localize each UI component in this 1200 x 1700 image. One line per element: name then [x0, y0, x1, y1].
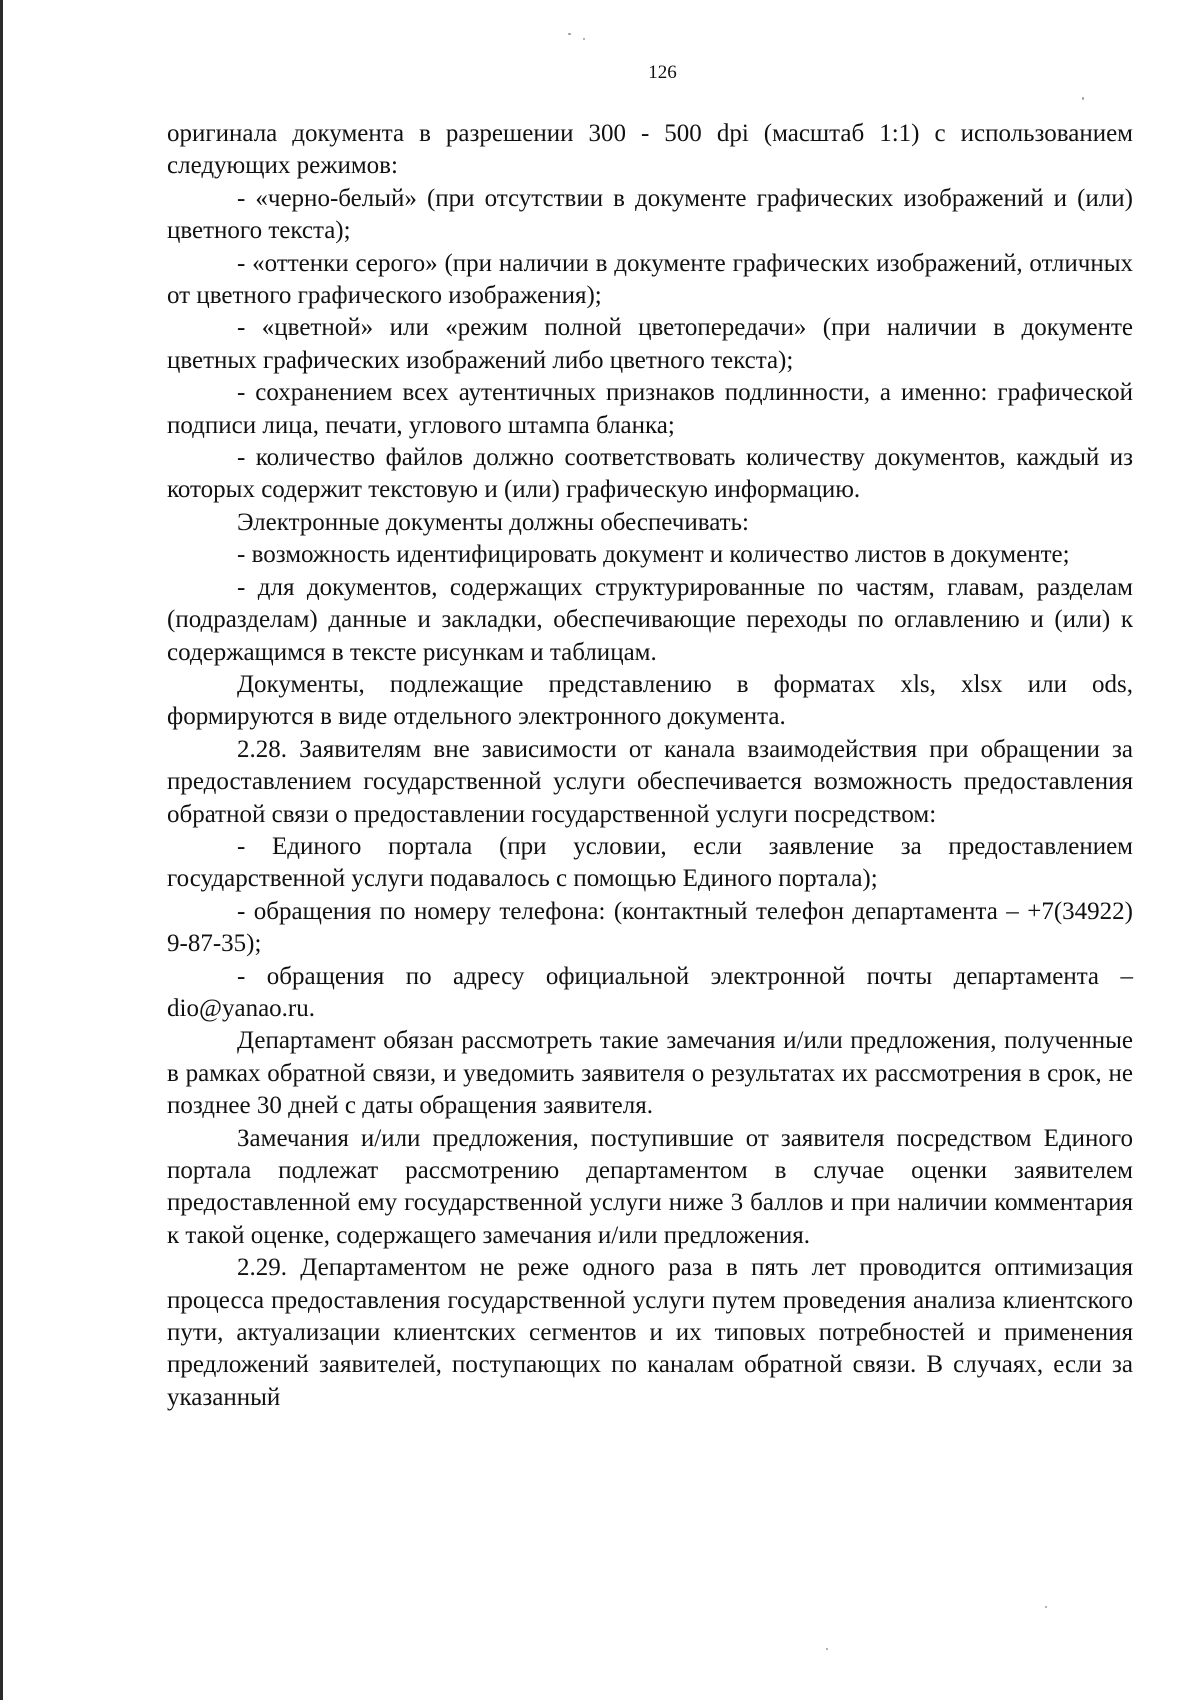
scan-page-edge [0, 0, 3, 1700]
paragraph-unified-portal: - Единого портала (при условии, если заявление за предоставлением государственной услуги подавалось с помощью Единого портала); [167, 832, 1133, 893]
paragraph-phone-contact: - обращения по номеру телефона: (контактный телефон департамента – +7(34922) 9-87-35); [167, 897, 1133, 958]
paragraph-section-2-29: 2.29. Департаментом не реже одного раза в пять лет проводится оптимизация процесса предоставления государственной услуги путем проведения анализа клиентского пути, актуализации клиентских сегментов и их типовых потребностей и применения предложений заявителей, поступающих по каналам обратной связи. В случаях, если за указанный [167, 1254, 1133, 1411]
paragraph-electronic-docs-heading: Электронные документы должны обеспечивать: [237, 508, 749, 536]
paragraph-review-deadline: Департамент обязан рассмотреть такие замечания и/или предложения, полученные в рамках обратной связи, и уведомить заявителя о результатах их рассмотрения в срок, не позднее 30 дней с даты обращения заявителя. [167, 1027, 1133, 1120]
paragraph-email-contact: - обращения по адресу официальной электронной почты департамента – dio@yanao.ru. [167, 962, 1133, 1022]
scan-speck [583, 38, 585, 40]
paragraph-authenticity: - сохранением всех аутентичных признаков подлинности, а именно: графической подписи лица, печати, углового штампа бланка; [167, 379, 1133, 439]
paragraph-mode-black-white: - «черно-белый» (при отсутствии в документе графических изображений и (или) цветного текста); [167, 184, 1133, 245]
scan-speck [568, 33, 571, 35]
paragraph-spreadsheet-formats: Документы, подлежащие представлению в форматах xls, xlsx или ods, формируются в виде отдельного электронного документа. [167, 670, 1133, 731]
scan-speck [826, 1648, 828, 1650]
paragraph-mode-color: - «цветной» или «режим полной цветопередачи» (при наличии в документе цветных графических изображений либо цветного текста); [167, 314, 1133, 374]
page-number: 126 [648, 62, 677, 83]
paragraph-identify-document: - возможность идентифицировать документ и количество листов в документе; [237, 541, 1070, 569]
paragraph-scan-resolution: оригинала документа в разрешении 300 - 500 dpi (масштаб 1:1) с использованием следующих режимов: [167, 120, 1133, 180]
scan-speck [1045, 1606, 1047, 1608]
paragraph-mode-grayscale: - «оттенки серого» (при наличии в документе графических изображений, отличных от цветного графического изображения); [167, 249, 1133, 310]
paragraph-section-2-28: 2.28. Заявителям вне зависимости от канала взаимодействия при обращении за предоставлением государственной услуги обеспечивается возможность предоставления обратной связи о предоставлении государственной услуги посредством: [167, 735, 1133, 828]
paragraph-file-count: - количество файлов должно соответствовать количеству документов, каждый из которых содержит текстовую и (или) графическую информацию. [167, 444, 1133, 504]
scan-speck [1082, 97, 1084, 100]
paragraph-bookmarks: - для документов, содержащих структурированные по частям, главам, разделам (подразделам) данные и закладки, обеспечивающие переходы по оглавлению и (или) к содержащимся в тексте рисункам и таблицам. [167, 573, 1133, 666]
document-body [167, 118, 1133, 1414]
paragraph-portal-remarks: Замечания и/или предложения, поступившие от заявителя посредством Единого портала подлежат рассмотрению департаментом в случае оценки заявителем предоставленной ему государственной услуги ниже 3 баллов и при наличии комментария к такой оценке, содержащего замечания и/или предложения. [167, 1124, 1133, 1249]
